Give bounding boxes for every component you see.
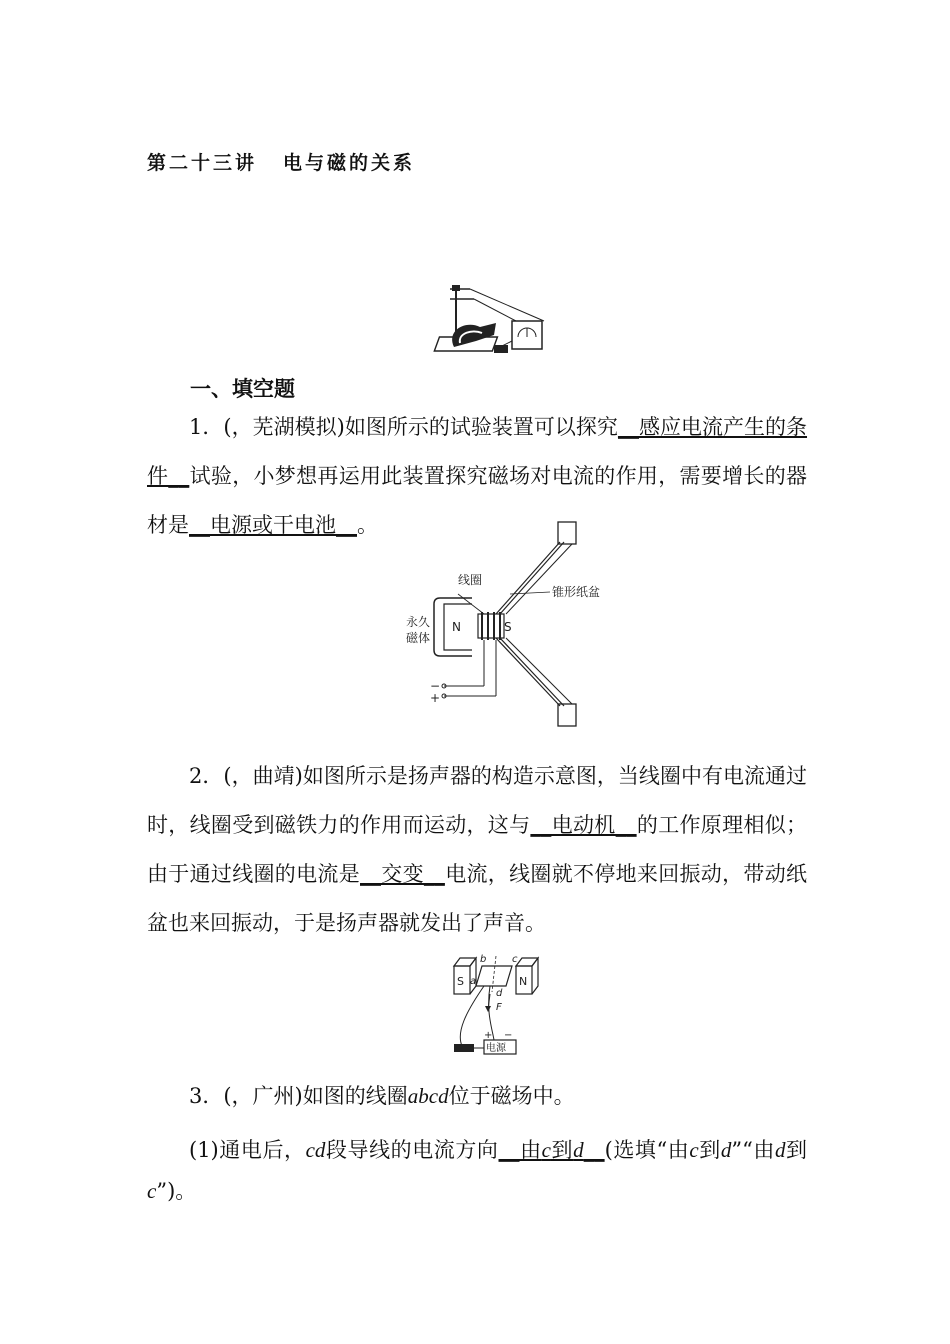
figure-loudspeaker [400,518,601,730]
answer-c: c [541,1138,551,1162]
q1-answer-2: __电源或干电池__ [189,513,357,537]
label-permanent-2: 磁体 [406,631,431,645]
lecture-topic: 电与磁的关系 [283,152,416,174]
q2-text-mid: 的工作原理相似；由于通过线圈的电流是 [147,813,808,886]
figure-coil-in-field [446,952,546,1060]
q2-text-lead: 2．(，曲靖)如图所示是扬声器的构造示意图，当线圈中有电流通过时，线圈受到磁铁力的作用而运动，这与 [147,764,807,837]
answer-mid: 到 [550,1138,574,1162]
q3-1-text-mid: 段导线的电流方向 [325,1138,499,1162]
label-s-pole: S [457,975,464,988]
question-3-part-1 [147,1130,807,1212]
section-heading: 一、填空题 [190,377,295,401]
q2-text-end: 电流，线圈就不停地来回振动，带动纸盆也来回振动，于是扬声器就发出了声音。 [147,862,808,935]
q2-answer-2: __交变__ [360,862,445,886]
answer-post: __ [583,1138,605,1162]
figure-induction-apparatus [436,275,546,367]
label-minus: − [430,679,441,693]
option-1-c: c [689,1138,699,1162]
label-a: a [470,976,477,987]
q3-text-lead: 3．(，广州)如图的线圈 [189,1084,408,1108]
option-1-d: d [720,1138,732,1162]
label-plus: + [430,691,441,705]
q2-answer-1: __电动机__ [530,813,637,837]
question-3 [147,1072,807,1121]
label-n-pole: N [519,975,528,988]
q3-1-text-lead: (1)通电后， [189,1138,306,1162]
q3-1-segment: cd [305,1138,326,1162]
answer-d: d [573,1138,584,1162]
label-minus: − [504,1030,513,1041]
label-d: d [496,988,503,999]
page-title [147,148,415,175]
label-b: b [480,954,487,965]
label-permanent-1: 永久 [406,615,431,629]
option-2-d: d [774,1138,786,1162]
label-coil: 线圈 [458,573,483,587]
q1-text-lead: 1．(，芜湖模拟)如图所示的试验装置可以探究 [189,415,618,439]
label-force: F [496,1002,502,1013]
q3-1-answer [499,1138,605,1162]
option-2-pre: ”“由 [731,1138,775,1162]
label-s-pole: S [504,620,512,634]
answer-pre: __由 [498,1138,542,1162]
label-c: c [512,954,518,965]
label-paper-cone: 锥形纸盆 [552,585,601,599]
option-1-mid: 到 [698,1138,721,1162]
q3-text-end: 位于磁场中。 [448,1084,575,1108]
q1-answer-1: __感应电流产生的条件__ [147,415,808,488]
option-2-c: c [147,1179,157,1203]
q3-coil-name: abcd [407,1084,449,1108]
lecture-number: 第二十三讲 [147,152,258,174]
label-power-supply: 电源 [486,1043,506,1054]
q1-text-mid: 试验，小梦想再运用此装置探究磁场对电流的作用，需要增长的器材是 [147,464,808,537]
option-1-pre: (选填“由 [604,1138,690,1162]
question-2 [147,752,807,948]
option-2-mid: 到 [785,1138,808,1162]
q1-text-end: 。 [357,513,378,537]
label-plus: + [484,1030,493,1041]
option-2-end: ”)。 [156,1179,197,1203]
label-n-pole: N [452,620,461,634]
